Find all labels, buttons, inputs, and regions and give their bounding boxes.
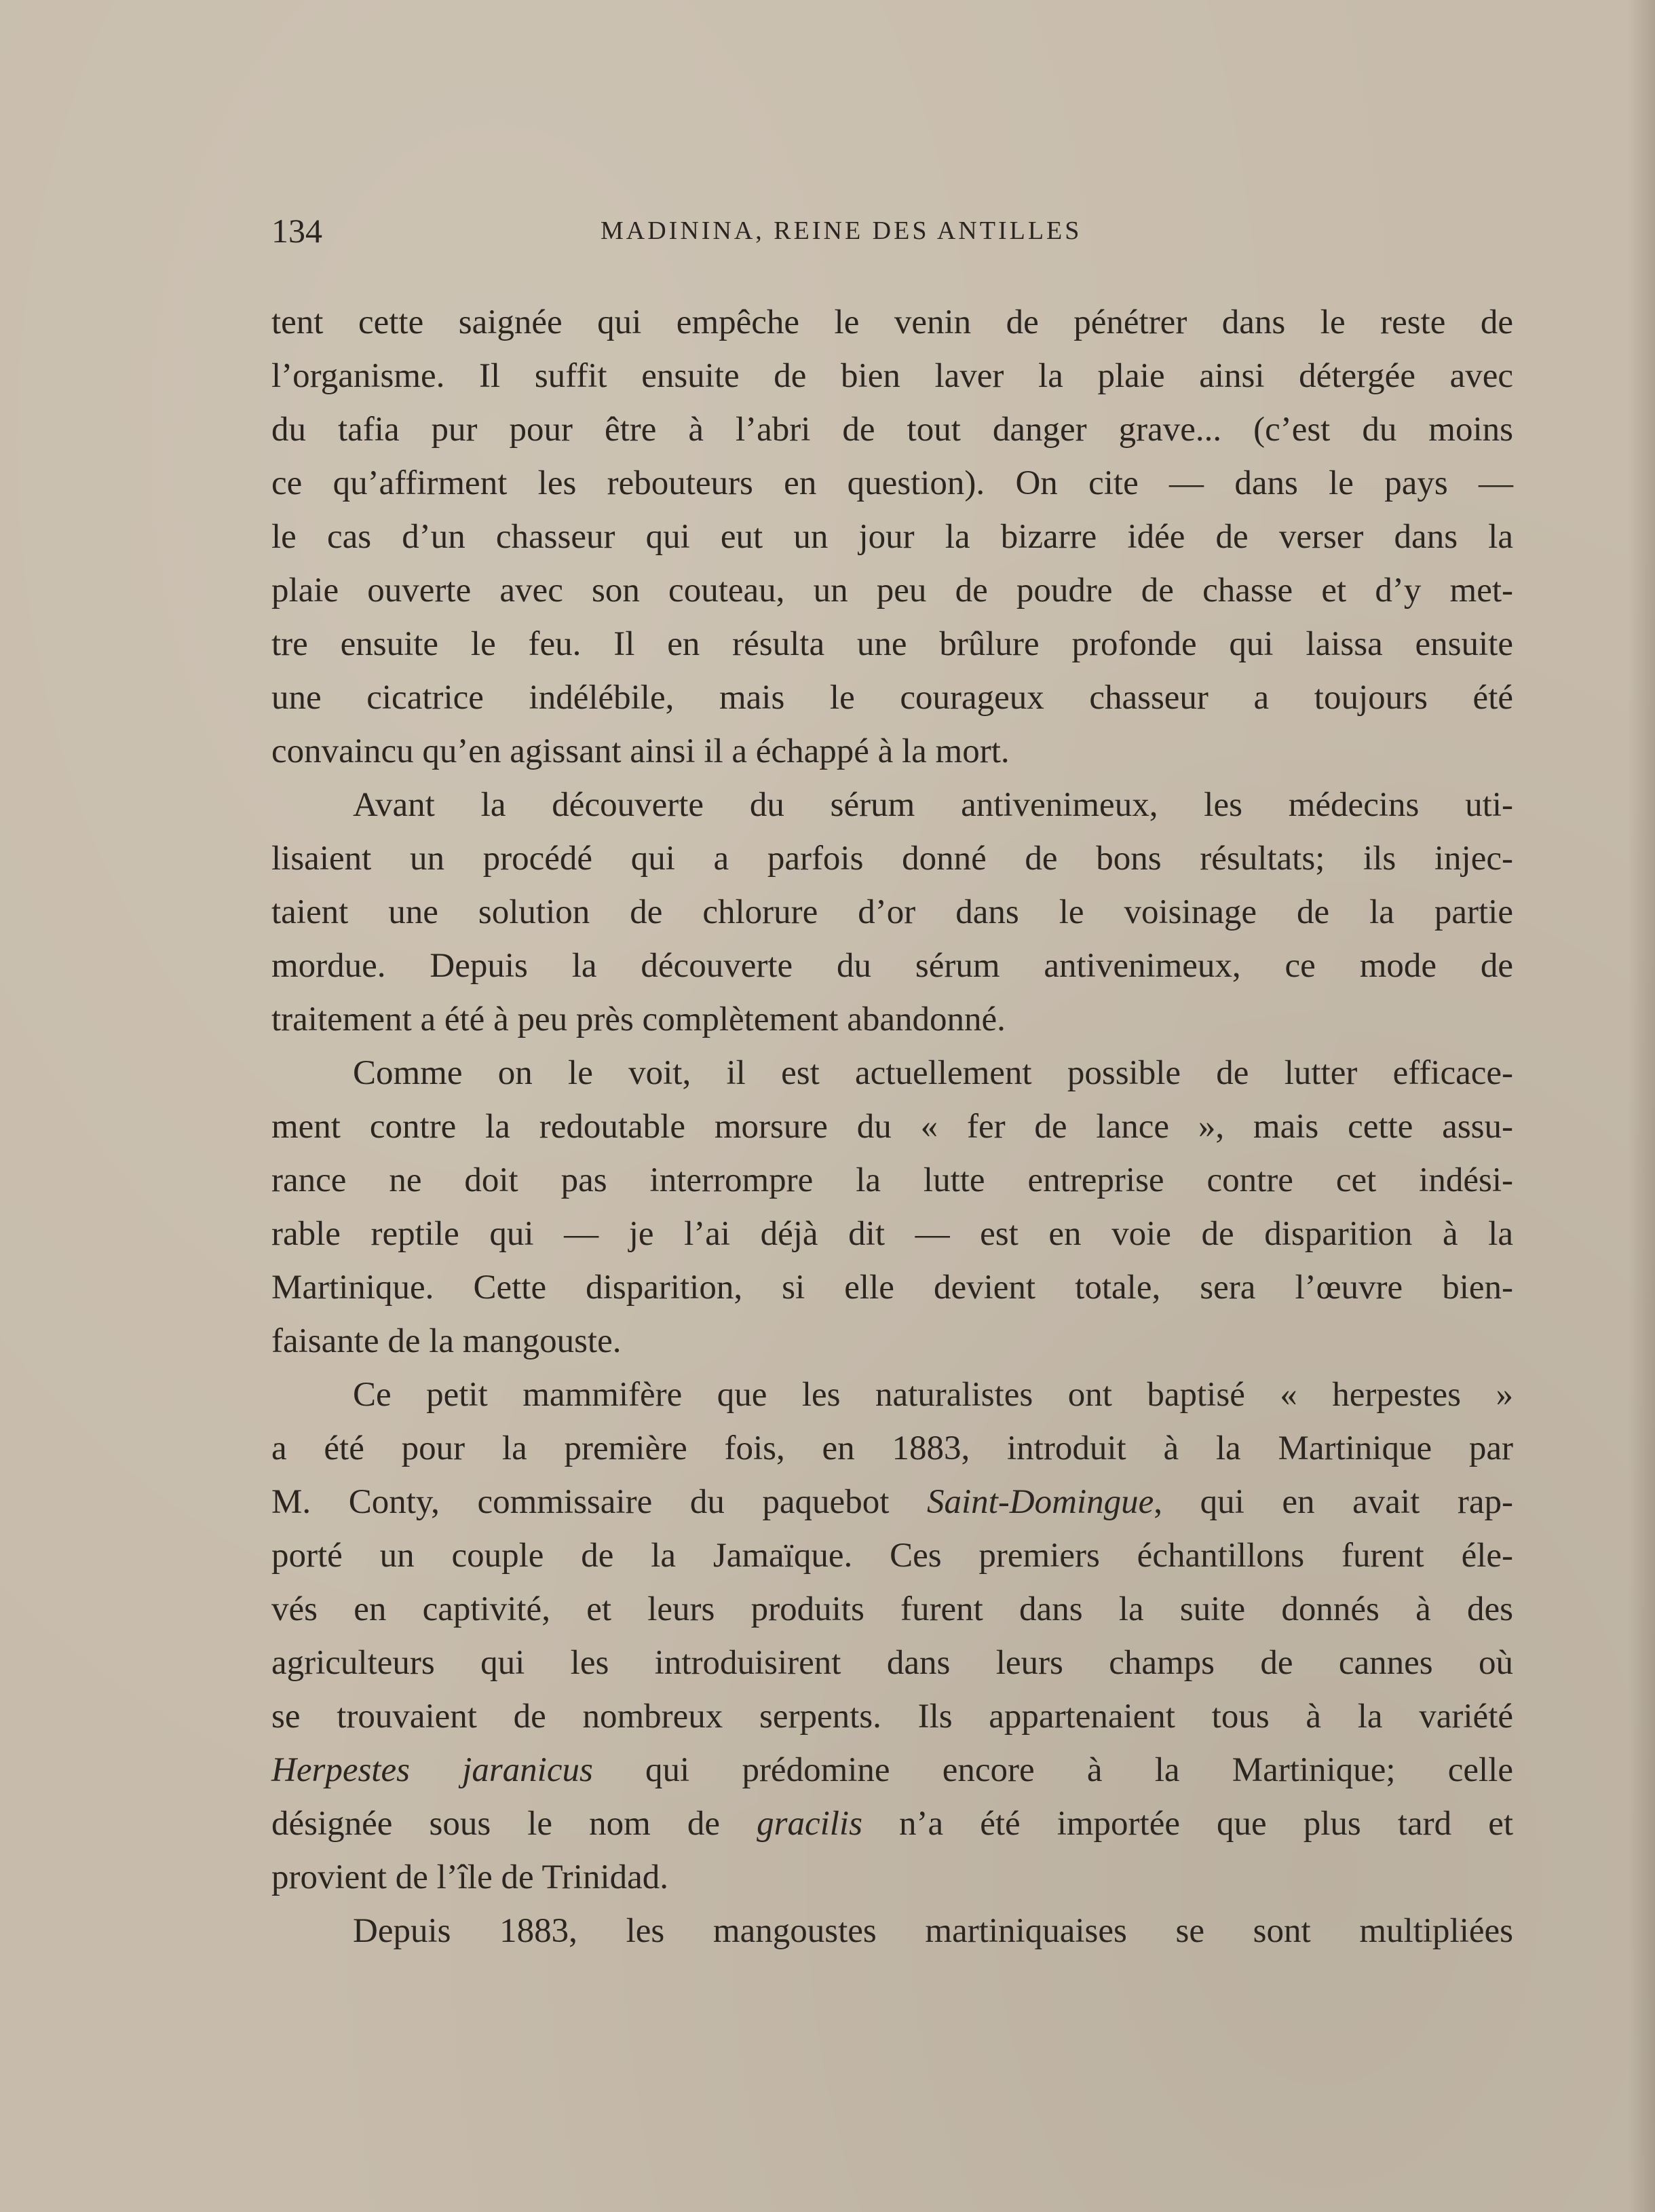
text-line: ment contre la redoutable morsure du « fer de lance », mais cette assu- — [271, 1108, 1513, 1146]
text-line: plaie ouverte avec son couteau, un peu de poudre de chasse et d’y met- — [271, 571, 1513, 610]
text-line: Avant la découverte du sérum antivenimeux, les médecins uti- — [353, 786, 1513, 824]
text-line: rance ne doit pas interrompre la lutte entreprise contre cet indési- — [271, 1161, 1513, 1199]
text-segment: qui prédomine encore à la Martinique; celle — [592, 1751, 1513, 1789]
text-line: a été pour la première fois, en 1883, introduit à la Martinique par — [271, 1429, 1513, 1467]
text-segment: n’a été importée que plus tard et — [862, 1805, 1514, 1843]
text-line: Depuis 1883, les mangoustes martiniquaises se sont multipliées — [353, 1912, 1513, 1950]
text-segment: désignée sous le nom de — [271, 1805, 757, 1843]
text-line: porté un couple de la Jamaïque. Ces premiers échantillons furent éle- — [271, 1537, 1513, 1575]
text-line: traitement a été à peu près complètement abandonné. — [271, 1000, 1006, 1038]
species-name: gracilis — [757, 1805, 862, 1843]
text-line: du tafia pur pour être à l’abri de tout danger grave... (c’est du moins — [271, 411, 1513, 449]
running-head — [271, 204, 1513, 258]
text-line: rable reptile qui — je l’ai déjà dit — est en voie de disparition à la — [271, 1215, 1513, 1253]
text-line: mordue. Depuis la découverte du sérum antivenimeux, ce mode de — [271, 947, 1513, 985]
running-title: MADININA, REINE DES ANTILLES — [601, 217, 1082, 245]
text-line: l’organisme. Il suffit ensuite de bien laver la plaie ainsi détergée avec — [271, 357, 1513, 395]
text-line — [271, 1797, 1513, 1851]
text-line: Comme on le voit, il est actuellement possible de lutter efficace- — [353, 1054, 1513, 1092]
text-segment: M. Conty, commissaire du paquebot — [271, 1483, 927, 1521]
text-line: lisaient un procédé qui a parfois donné de bons résultats; ils injec- — [271, 840, 1513, 878]
ship-name: Saint-Domingue — [926, 1483, 1154, 1521]
text-line: ce qu’affirment les rebouteurs en question). On cite — dans le pays — — [271, 464, 1513, 502]
text-segment: , qui en avait rap- — [1154, 1483, 1513, 1521]
text-line — [271, 1744, 1513, 1797]
text-line: Martinique. Cette disparition, si elle devient totale, sera l’œuvre bien- — [271, 1269, 1513, 1307]
text-line: Ce petit mammifère que les naturalistes ont baptisé « herpestes » — [353, 1376, 1513, 1414]
text-line: vés en captivité, et leurs produits furent dans la suite donnés à des — [271, 1590, 1513, 1628]
text-line: convaincu qu’en agissant ainsi il a échappé à la mort. — [271, 732, 1010, 770]
text-line: le cas d’un chasseur qui eut un jour la bizarre idée de verser dans la — [271, 518, 1513, 556]
species-name: Herpestes jaranicus — [271, 1751, 593, 1789]
page-number: 134 — [271, 212, 322, 250]
text-line: taient une solution de chlorure d’or dans le voisinage de la partie — [271, 893, 1513, 931]
text-line: se trouvaient de nombreux serpents. Ils appartenaient tous à la variété — [271, 1698, 1513, 1736]
text-line — [271, 1476, 1513, 1529]
text-line: une cicatrice indélébile, mais le courageux chasseur a toujours été — [271, 679, 1513, 717]
text-line: tre ensuite le feu. Il en résulta une brûlure profonde qui laissa ensuite — [271, 625, 1513, 663]
text-line: tent cette saignée qui empêche le venin de pénétrer dans le reste de — [271, 303, 1513, 341]
body-text — [271, 296, 1513, 1958]
page-edge-shadow — [1628, 0, 1655, 2212]
text-line: provient de l’île de Trinidad. — [271, 1858, 669, 1896]
text-line: faisante de la mangouste. — [271, 1322, 622, 1360]
text-line: agriculteurs qui les introduisirent dans leurs champs de cannes où — [271, 1644, 1513, 1682]
